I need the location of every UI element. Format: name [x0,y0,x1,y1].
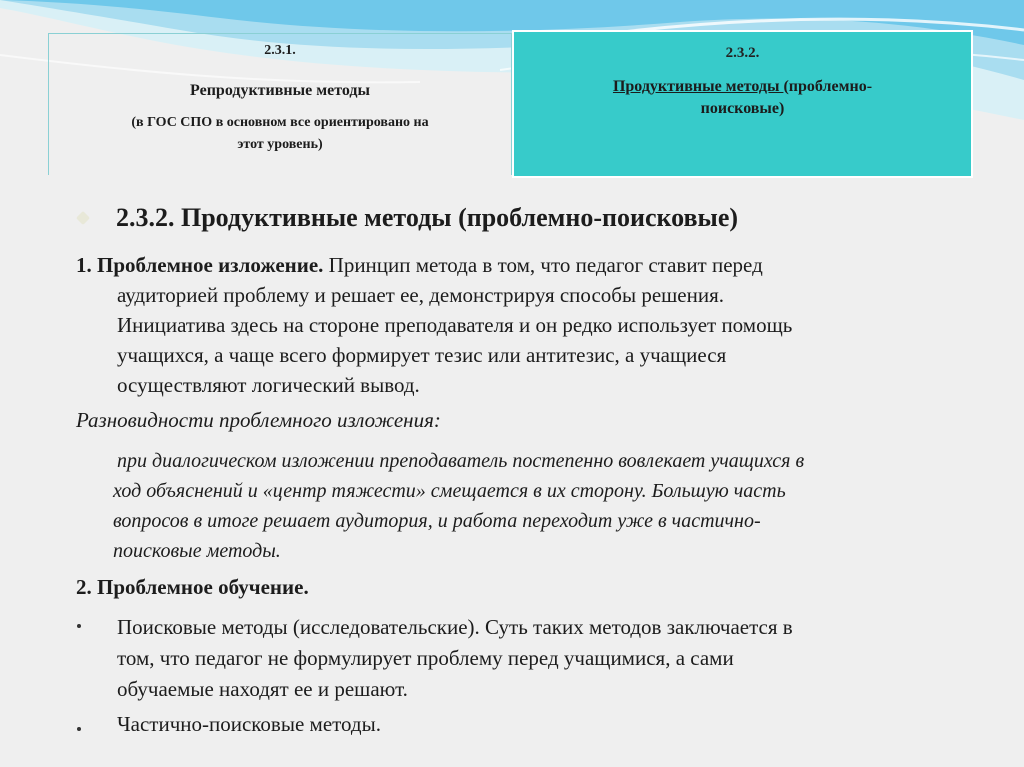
list-item-line: том, что педагог не формулирует проблему перед учащимися, а сами [117,646,734,670]
dialog-line: поисковые методы. [113,540,281,562]
cell-subtitle-line: (в ГОС СПО в основном все ориентировано на [131,115,429,130]
dialog-line: вопросов в итоге решает аудитория, и работа переходит уже в частично- [113,510,761,532]
paragraph-text: Принцип метода в том, что педагог ставит перед [323,253,763,277]
cell-title-underlined: Продуктивные методы [612,78,784,95]
cell-title-line2: поисковые) [700,100,785,117]
cell-subtitle-line: этот уровень) [237,137,323,152]
dialog-line: при диалогическом изложении преподаватель постепенно вовлекает учащихся в [117,450,805,472]
paragraph-line: Инициатива здесь на стороне преподавателя и он редко использует помощь [117,313,793,337]
bullet-dot-icon [77,727,81,731]
paragraph-problem-learning: 2. Проблемное обучение. [76,575,309,599]
cell-number: 2.3.1. [264,43,296,58]
diamond-bullet-icon [76,211,90,225]
list-item-line: обучаемые находят ее и решают. [117,677,408,701]
bullet-dot-icon [77,624,81,628]
paragraph-line: учащихся, а чаще всего формирует тезис или антитезис, а учащиеся [117,343,727,367]
paragraph-label: 1. Проблемное изложение. [76,253,324,277]
dialog-presentation-text [113,446,993,566]
list-item: Частично-поисковые методы. [117,712,381,736]
dialog-line: ход объяснений и «центр тяжести» смещается в их сторону. Большую часть [113,480,786,502]
variety-heading: Разновидности проблемного изложения: [76,408,441,432]
list-item-line: Поисковые методы (исследовательские). Суть таких методов заключается в [117,615,793,639]
cell-title-rest: (проблемно- [783,78,873,95]
list-item [117,612,957,705]
cell-title: Репродуктивные методы [190,82,370,99]
paragraph-line: осуществляют логический вывод. [117,373,420,397]
paragraph-problem-presentation [76,250,976,400]
cell-number: 2.3.2. [725,45,760,61]
paragraph-line: аудиторией проблему и решает ее, демонстрируя способы решения. [117,283,725,307]
section-heading: 2.3.2. Продуктивные методы (проблемно-поисковые) [116,203,739,232]
